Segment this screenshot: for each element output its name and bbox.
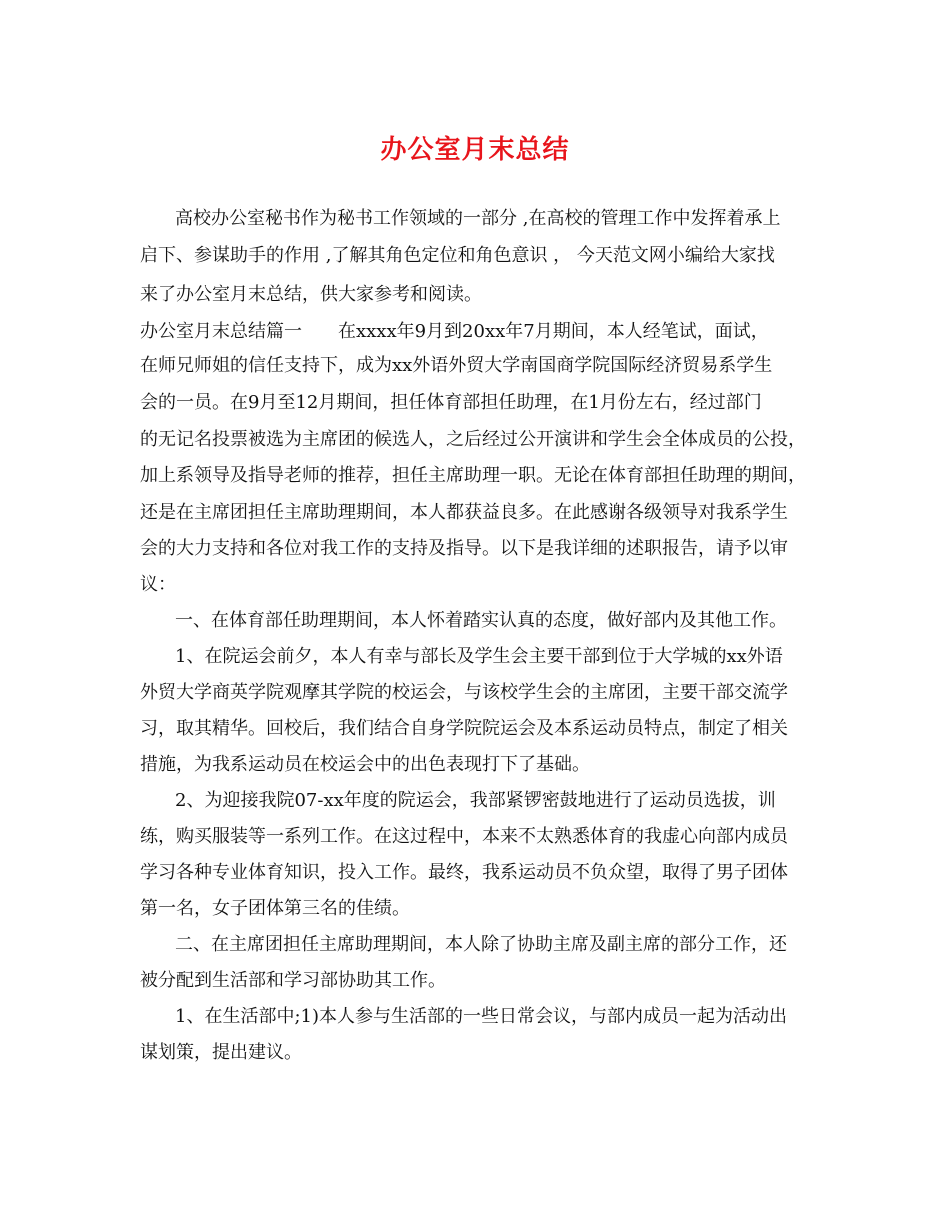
paragraph-line: 加上系领导及指导老师的推荐，担任主席助理一职。无论在体育部担任助理的期间， — [140, 465, 806, 486]
paragraph-line: 外贸大学商英学院观摩其学院的校运会，与该校学生会的主席团，主要干部交流学 — [140, 682, 788, 703]
paragraph-line: 措施，为我系运动员在校运会中的出色表现打下了基础。 — [140, 754, 590, 775]
paragraph-line: 谋划策，提出建议。 — [140, 1042, 302, 1063]
paragraph-line: 高校办公室秘书作为秘书工作领域的一部分 ,在高校的管理工作中发挥着承上 — [175, 208, 781, 229]
paragraph-line: 1、在院运会前夕，本人有幸与部长及学生会主要干部到位于大学城的xx外语 — [175, 646, 783, 667]
paragraph-line: 来了办公室月末总结，供大家参考和阅读。 — [140, 284, 482, 305]
paragraph-line: 学习各种专业体育知识，投入工作。最终，我系运动员不负众望，取得了男子团体 — [140, 862, 788, 883]
paragraph-line: 被分配到生活部和学习部协助其工作。 — [140, 970, 446, 991]
paragraph-line: 会的大力支持和各位对我工作的支持及指导。以下是我详细的述职报告，请予以审 — [140, 538, 788, 559]
paragraph-line: 习，取其精华。回校后，我们结合自身学院院运会及本系运动员特点，制定了相关 — [140, 718, 788, 739]
paragraph-line: 的无记名投票被选为主席团的候选人，之后经过公开演讲和学生会全体成员的公投， — [140, 429, 806, 450]
paragraph-line: 会的一员。在9月至12月期间，担任体育部担任助理，在1月份左右，经过部门 — [140, 392, 762, 413]
paragraph-line: 1、在生活部中;1)本人参与生活部的一些日常会议，与部内成员一起为活动出 — [175, 1006, 787, 1027]
paragraph-line: 练，购买服装等一系列工作。在这过程中，本来不太熟悉体育的我虚心向部内成员 — [140, 826, 788, 847]
paragraph-line: 一、在体育部任助理期间，本人怀着踏实认真的态度，做好部内及其他工作。 — [175, 610, 787, 631]
paragraph-line: 在师兄师姐的信任支持下，成为xx外语外贸大学南国商学院国际经济贸易系学生 — [140, 355, 773, 376]
paragraph-line: 2、为迎接我院07-xx年度的院运会，我部紧锣密鼓地进行了运动员选拔，训 — [175, 790, 776, 811]
paragraph-line: 议： — [140, 574, 176, 595]
paragraph-line: 第一名，女子团体第三名的佳绩。 — [140, 898, 410, 919]
document-title: 办公室月末总结 — [380, 135, 570, 165]
paragraph-line: 启下、参谋助手的作用 ,了解其角色定位和角色意识 ， 今天范文网小编给大家找 — [140, 245, 775, 266]
paragraph-line: 还是在主席团担任主席助理期间，本人都获益良多。在此感谢各级领导对我系学生 — [140, 502, 788, 523]
section-heading-line: 办公室月末总结篇一 在xxxx年9月到20xx年7月期间，本人经笔试，面试， — [140, 321, 769, 342]
paragraph-line: 二、在主席团担任主席助理期间，本人除了协助主席及副主席的部分工作，还 — [175, 934, 787, 955]
